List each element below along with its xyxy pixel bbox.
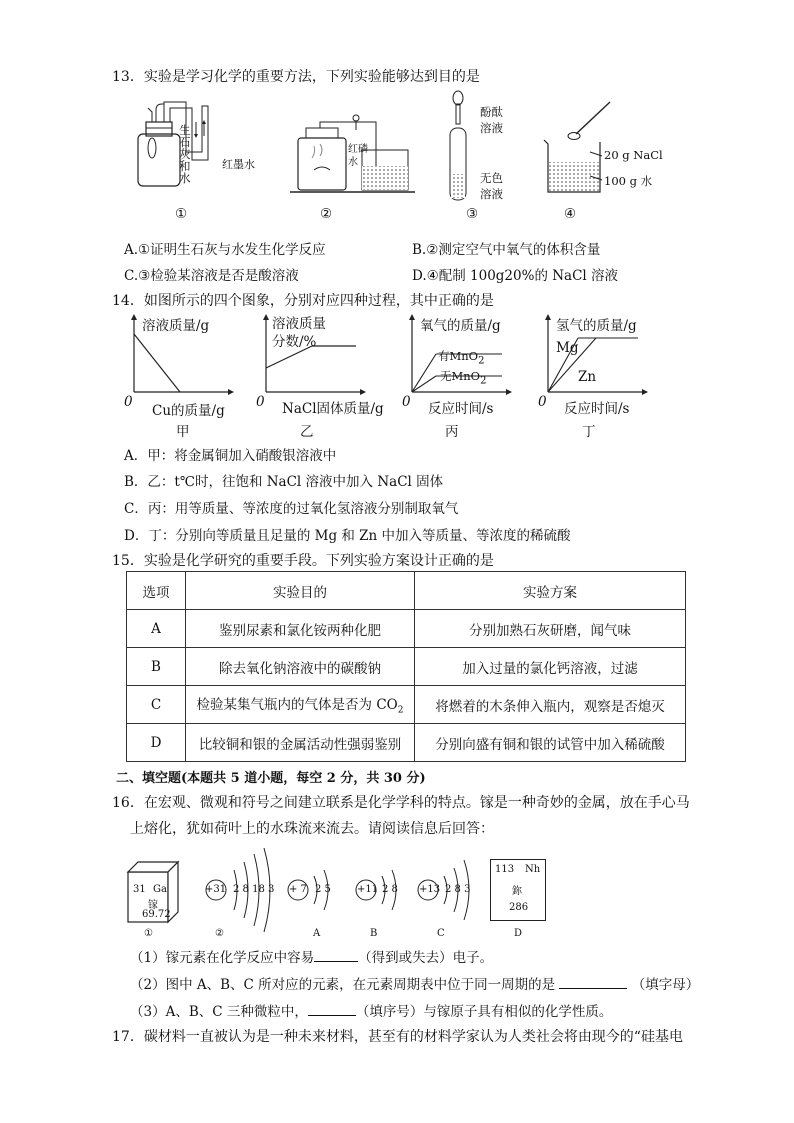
ga-num: ① xyxy=(144,928,153,939)
graph-bing-origin: 0 xyxy=(402,394,411,410)
graph-yi-ylabel2: 分数/% xyxy=(272,334,317,350)
graph-ding-line2: Zn xyxy=(578,369,597,385)
table-row xyxy=(127,610,686,648)
atom-ga-nucleus: +31 xyxy=(205,884,227,895)
graph-jia-ylabel: 溶液质量/g xyxy=(142,318,210,334)
table-header-row xyxy=(127,572,686,610)
q16-sub1-suffix: （得到或失去）电子。 xyxy=(358,950,494,966)
fig1-label2: 红墨水 xyxy=(222,158,255,171)
table-row xyxy=(127,648,686,686)
table-row xyxy=(127,686,686,724)
graph-ding-xlabel: 反应时间/s xyxy=(564,401,630,417)
graph-yi-origin: 0 xyxy=(256,394,265,410)
ga-mass: 69.72 xyxy=(142,909,171,920)
fig3-bot1: 无色 xyxy=(480,171,503,185)
q17-stem: 17．碳材料一直被认为是一种未来材料，甚至有的材料学家认为人类社会将由现今的“硅基电 xyxy=(112,1029,683,1045)
row-plan: 分别加熟石灰研磨，闻气味 xyxy=(415,610,686,648)
q13-option-c: C.③检验某溶液是否是酸溶液 xyxy=(124,268,299,284)
table-row xyxy=(127,724,686,762)
graph-jia-origin: 0 xyxy=(124,394,133,410)
q16-sub2-suffix: （填字母） xyxy=(631,977,700,993)
q16-stem-line1: 16．在宏观、微观和符号之间建立联系是化学学科的特点。镓是一种奇妙的金属，放在手心马 xyxy=(112,795,690,811)
row-plan: 加入过量的氯化钙溶液，过滤 xyxy=(415,648,686,686)
row-option: B xyxy=(127,648,186,686)
graph-ding-origin: 0 xyxy=(538,394,547,410)
nh-label: D xyxy=(514,928,523,939)
q16-sub2-prefix: （2）图中 A、B、C 所对应的元素，在元素周期表中位于同一周期的是 xyxy=(130,977,556,993)
fig3-top1: 酚酞 xyxy=(480,105,503,119)
q16-sub3-blank[interactable] xyxy=(308,1003,356,1016)
atom-c-nucleus: +13 xyxy=(419,884,441,895)
atom-b-shells: 2 8 xyxy=(382,884,398,895)
graph-bing-xlabel: 反应时间/s xyxy=(428,401,494,417)
ga-number: 31 xyxy=(133,884,146,895)
q16-sub1-prefix: （1）镓元素在化学反应中容易 xyxy=(130,950,315,966)
graph-bing-line1: 有MnO xyxy=(438,349,479,363)
atom-b-label: B xyxy=(370,928,378,939)
row-plan: 将燃着的木条伸入瓶内，观察是否熄灭 xyxy=(415,686,686,724)
row-plan: 分别向盛有铜和银的试管中加入稀硫酸 xyxy=(415,724,686,762)
row-option: D xyxy=(127,724,186,762)
fig3-top2: 溶液 xyxy=(480,121,503,135)
q16-sub2-blank[interactable] xyxy=(559,976,627,989)
row-goal: 比较铜和银的金属活动性强弱鉴别 xyxy=(186,724,415,762)
q15-table xyxy=(126,571,686,762)
q13-option-a: A.①证明生石灰与水发生化学反应 xyxy=(124,242,326,258)
graph-ding-ylabel: 氢气的质量/g xyxy=(556,318,637,334)
row-option: C xyxy=(127,686,186,724)
fig2-label: 红磷 xyxy=(348,144,368,155)
atom-ga-num: ② xyxy=(215,928,224,939)
row-goal: 鉴别尿素和氯化铵两种化肥 xyxy=(186,610,415,648)
q16-stem-line2: 上熔化，犹如荷叶上的水珠流来流去。请阅读信息后回答： xyxy=(130,821,494,837)
q14-option-d: D．丁：分别向等质量且足量的 Mg 和 Zn 中加入等质量、等浓度的稀硫酸 xyxy=(124,528,571,544)
section-title: 二、填空题(本题共 5 道小题，每空 2 分，共 30 分) xyxy=(116,771,426,786)
graph-jia-xlabel: Cu的质量/g xyxy=(152,403,225,419)
nh-mass: 286 xyxy=(509,902,529,913)
graph-bing-ylabel: 氧气的质量/g xyxy=(420,318,501,334)
q13-option-b: B.②测定空气中氧气的体积含量 xyxy=(412,242,601,258)
atom-a-nucleus: + 7 xyxy=(289,884,307,895)
fig1-label: 生石灰和水 xyxy=(179,123,191,185)
atom-ga-shells: 2 8 18 3 xyxy=(233,884,275,895)
graph-yi-xlabel: NaCl固体质量/g xyxy=(282,401,384,417)
fig4-num: ④ xyxy=(564,206,577,222)
ga-symbol: Ga xyxy=(153,884,167,895)
fig2-num: ② xyxy=(320,206,333,222)
atom-b-nucleus: +11 xyxy=(357,884,379,895)
q16-sub3-prefix: （3）A、B、C 三种微粒中， xyxy=(130,1004,308,1020)
graph-bing-line2-sub: 2 xyxy=(480,375,487,387)
atom-a-label: A xyxy=(313,928,321,939)
row-goal: 除去氧化钠溶液中的碳酸钠 xyxy=(186,648,415,686)
row-goal: 检验某集气瓶内的气体是否为 CO xyxy=(196,697,398,714)
q16-sub3-suffix: （填序号）与镓原子具有相似的化学性质。 xyxy=(355,1004,613,1020)
q14-option-c: C．丙：用等质量、等浓度的过氧化氢溶液分别制取氧气 xyxy=(124,501,459,517)
q13-option-d: D.④配制 100g20%的 NaCl 溶液 xyxy=(412,268,619,284)
col-header-plan: 实验方案 xyxy=(415,572,686,610)
row-option: A xyxy=(127,610,186,648)
q15-stem: 15．实验是化学研究的重要手段。下列实验方案设计正确的是 xyxy=(112,553,494,569)
q16-sub1-blank[interactable] xyxy=(314,949,358,962)
graph-bing-line1-sub: 2 xyxy=(478,355,485,367)
graph-yi-ylabel1: 溶液质量 xyxy=(272,316,326,332)
atom-c-shells: 2 8 3 xyxy=(445,884,471,895)
nh-symbol: Nh xyxy=(525,864,541,875)
col-header-option: 选项 xyxy=(127,572,186,610)
q14-option-a: A．甲：将金属铜加入硝酸银溶液中 xyxy=(124,448,337,464)
fig1-num: ① xyxy=(175,206,188,222)
graph-ding-line1: Mg xyxy=(556,340,579,356)
fig2-apparatus xyxy=(290,108,430,200)
col-header-goal: 实验目的 xyxy=(186,572,415,610)
fig3-tube xyxy=(440,88,480,206)
atom-a-shells: 2 5 xyxy=(315,884,331,895)
fig4-label1: 20 g NaCl xyxy=(604,148,663,162)
fig3-bot2: 溶液 xyxy=(480,187,503,201)
fig2-label2: 水 xyxy=(348,157,358,168)
graph-ding-name: 丁 xyxy=(582,424,596,440)
q14-option-b: B．乙：t℃时，往饱和 NaCl 溶液中加入 NaCl 固体 xyxy=(124,474,444,490)
fig4-label2: 100 g 水 xyxy=(604,174,653,188)
graph-bing-name: 丙 xyxy=(445,424,459,440)
graph-bing-line2: 无MnO xyxy=(440,369,481,383)
atom-c-label: C xyxy=(437,928,445,939)
q13-stem: 13．实验是学习化学的重要方法，下列实验能够达到目的是 xyxy=(112,69,480,85)
fig3-num: ③ xyxy=(466,206,479,222)
graph-jia-name: 甲 xyxy=(176,424,190,440)
q14-stem: 14．如图所示的四个图象，分别对应四种过程，其中正确的是 xyxy=(112,293,494,309)
graph-yi-name: 乙 xyxy=(300,424,314,440)
nh-number: 113 xyxy=(495,864,515,875)
nh-name: 鉨 xyxy=(512,886,522,897)
row-goal-sub: 2 xyxy=(397,705,404,716)
ga-name: 镓 xyxy=(148,900,158,911)
